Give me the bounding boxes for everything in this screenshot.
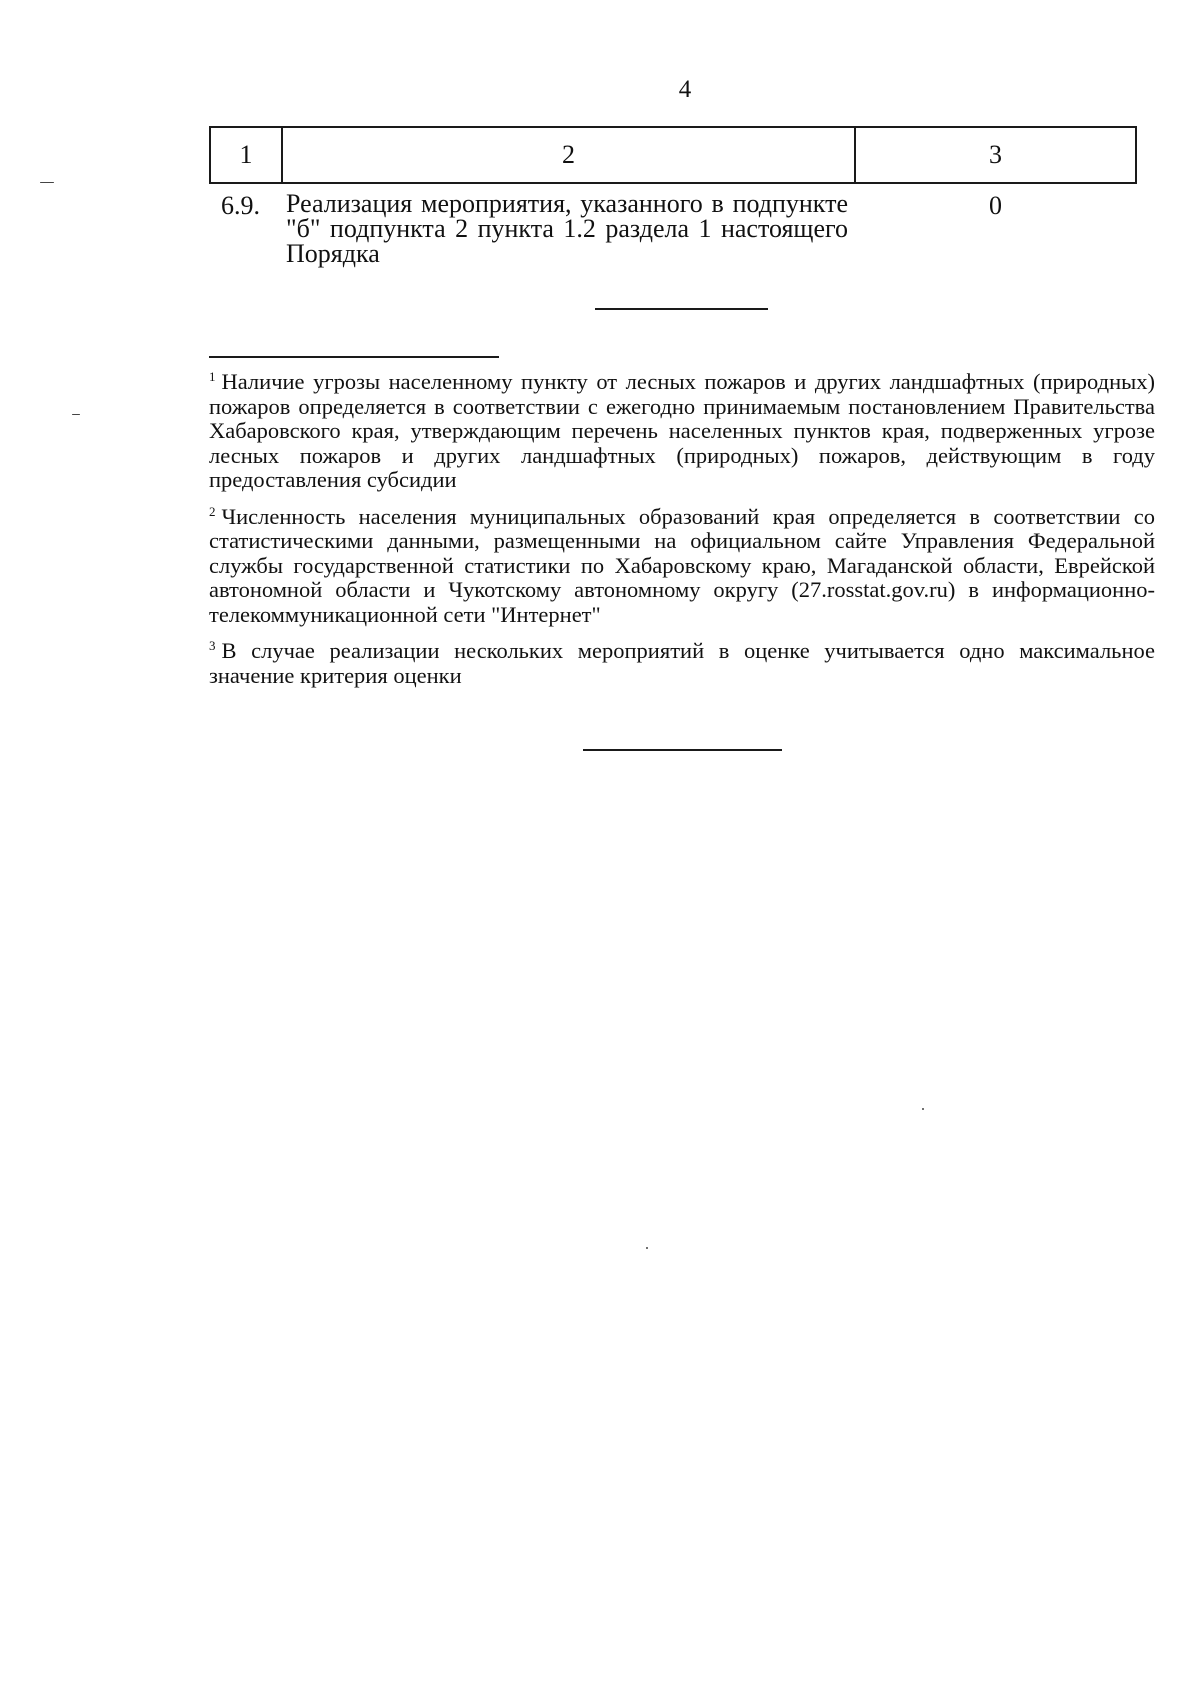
table-row-number: 6.9.: [221, 191, 260, 220]
table-end-divider: [595, 308, 768, 310]
table-header-col-2: 2: [283, 128, 856, 182]
footnote-2: [209, 505, 1155, 628]
table-row-text: Реализация мероприятия, указанного в подпункте "б" подпункта 2 пункта 1.2 раздела 1 настоящего Порядка: [286, 189, 848, 268]
document-end-line: [583, 749, 782, 751]
table-header-row: [209, 126, 1137, 184]
scan-speck: [922, 1108, 924, 1110]
table-header-col-1: 1: [211, 128, 283, 182]
table-header-col-3: 3: [989, 140, 1002, 169]
scan-speck: [646, 1247, 648, 1249]
footnote-1: [209, 370, 1155, 493]
footnote-text: Наличие угрозы населенному пункту от лесных пожаров и других ландшафтных (природных) пожаров определяется в соответствии с ежегодно принимаемым постановлением Правительства Хабаровского края, утверждающим перечень населенных пунктов края, подверженных угрозе лесных пожаров и других ландшафтных (природных) пожаров, действующим в году предоставления субсидии: [209, 369, 1155, 492]
footnotes: [209, 370, 1155, 700]
scan-speck: [72, 414, 80, 415]
footnote-3: [209, 639, 1155, 688]
footnote-mark: 2: [209, 503, 216, 519]
footnote-mark: 1: [209, 369, 216, 384]
scan-speck: [40, 182, 54, 183]
table-row-value: 0: [989, 191, 1002, 220]
footnote-mark: 3: [209, 638, 216, 653]
page-number: 4: [678, 76, 692, 103]
footnote-text: Численность населения муниципальных образований края определяется в соответствии со статистическими данными, размещенными на официальном сайте Управления Федеральной службы государственной статистики по Хабаровскому краю, Магаданской области, Еврейской автономной области и Чукотскому автономному округу (27.rosstat.gov.ru) в информационно-телекоммуникационной сети "Интернет": [209, 503, 1155, 627]
footnote-text: В случае реализации нескольких мероприятий в оценке учитывается одно максимальное значение критерия оценки: [209, 638, 1155, 688]
footnote-separator: [209, 356, 499, 358]
